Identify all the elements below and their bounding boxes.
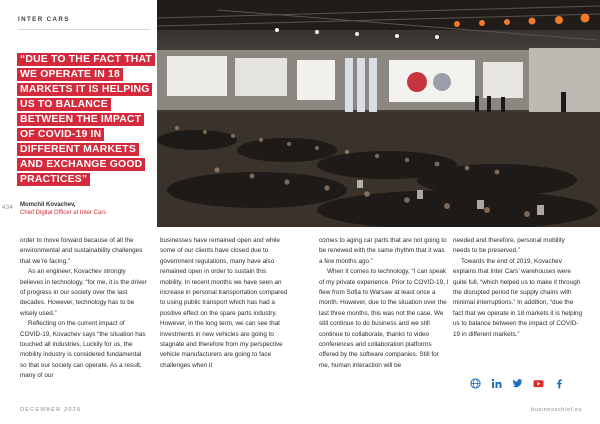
conference-illustration xyxy=(157,0,600,227)
body-column-3 xyxy=(319,236,449,371)
paragraph: As an engineer, Kovachev strongly believes in technology, “for me, it is the driver of progress in our society over the last decades. However, technology has to be wisely used.” xyxy=(20,268,147,317)
paragraph: Reflecting on the current impact of COVID-19, Kovachev says “the situation has touched all industries. Luckily for us, the mobility industry is considered fundamental so that our society can operate. As a result, many of our xyxy=(20,320,146,380)
pull-quote-line: US TO BALANCE xyxy=(17,98,111,111)
body-column-4 xyxy=(453,236,583,340)
social-links xyxy=(470,378,565,389)
youtube-icon[interactable] xyxy=(533,378,544,389)
globe-icon[interactable] xyxy=(470,378,481,389)
pull-quote-line: DIFFERENT MARKETS xyxy=(17,143,139,156)
paragraph: businesses have remained open and while some of our clients have closed due to government regulations, many have also remained open in order to sustain this mobility. In recent months we have seen an increase in personal transportation compared to using public transport which has had a positive effect on the spare parts industry. However, in the long term, we can see that investments in new vehicles are going to stagnate and therefore from my perspective vehicle manufacturers are going to face challenges when it xyxy=(160,237,288,369)
author-caption xyxy=(20,201,106,217)
pull-quote-line: PRACTICES” xyxy=(17,173,90,186)
paragraph: comes to aging car parts that are not going to be renewed with the same rhythm that it was a few months ago.” xyxy=(319,237,447,265)
facebook-icon[interactable] xyxy=(554,378,565,389)
issue-date: DECEMBER 2020 xyxy=(20,407,82,413)
linkedin-icon[interactable] xyxy=(491,378,502,389)
author-name: Momchil Kovachev, xyxy=(20,202,76,208)
header-divider xyxy=(18,29,150,30)
conference-photo xyxy=(157,0,600,227)
website-link[interactable]: businesschief.eu xyxy=(531,407,583,413)
body-column-2 xyxy=(160,236,288,371)
twitter-icon[interactable] xyxy=(512,378,523,389)
pull-quote xyxy=(17,53,153,188)
pull-quote-line: MARKETS IT IS HELPING xyxy=(17,83,152,96)
pull-quote-line: “DUE TO THE FACT THAT xyxy=(17,53,155,66)
magazine-section-label: INTER CARS xyxy=(18,16,70,23)
pull-quote-line: BETWEEN THE IMPACT xyxy=(17,113,144,126)
pull-quote-line: AND EXCHANGE GOOD xyxy=(17,158,145,171)
pull-quote-line: WE OPERATE IN 18 xyxy=(17,68,123,81)
author-role: Chief Digital Officer at Inter Cars xyxy=(20,210,107,216)
paragraph: Towards the end of 2019, Kovachev explains that Inter Cars’ warehouses were quite full, “which helped us to make it through the disrupted period for supply chains with minimal interruptions.” In addition, “due the fact that we operate in 18 markets it is helping us to balance between the impact of COVID-19 in different markets.” xyxy=(453,257,583,338)
paragraph: needed and therefore, personal mobility needs to be preserved.” xyxy=(453,237,565,255)
pull-quote-line: OF COVID-19 IN xyxy=(17,128,104,141)
body-column-1 xyxy=(20,236,148,382)
page-number: 434 xyxy=(2,205,14,211)
paragraph: When it comes to technology, “I can speak of my private experience. Prior to COVID-19, I flew from Sofia to Warsaw at least once a month. However, due to the situation over the last three months, this was not the case. We still continue to do business and we still continue to collaborate, thanks to video conferences and collaboration platforms offered by the software companies. Still for me, human interaction will be xyxy=(319,268,449,369)
paragraph: order to move forward because of all the environmental and sustainability challenges that we’re facing.” xyxy=(20,237,143,265)
